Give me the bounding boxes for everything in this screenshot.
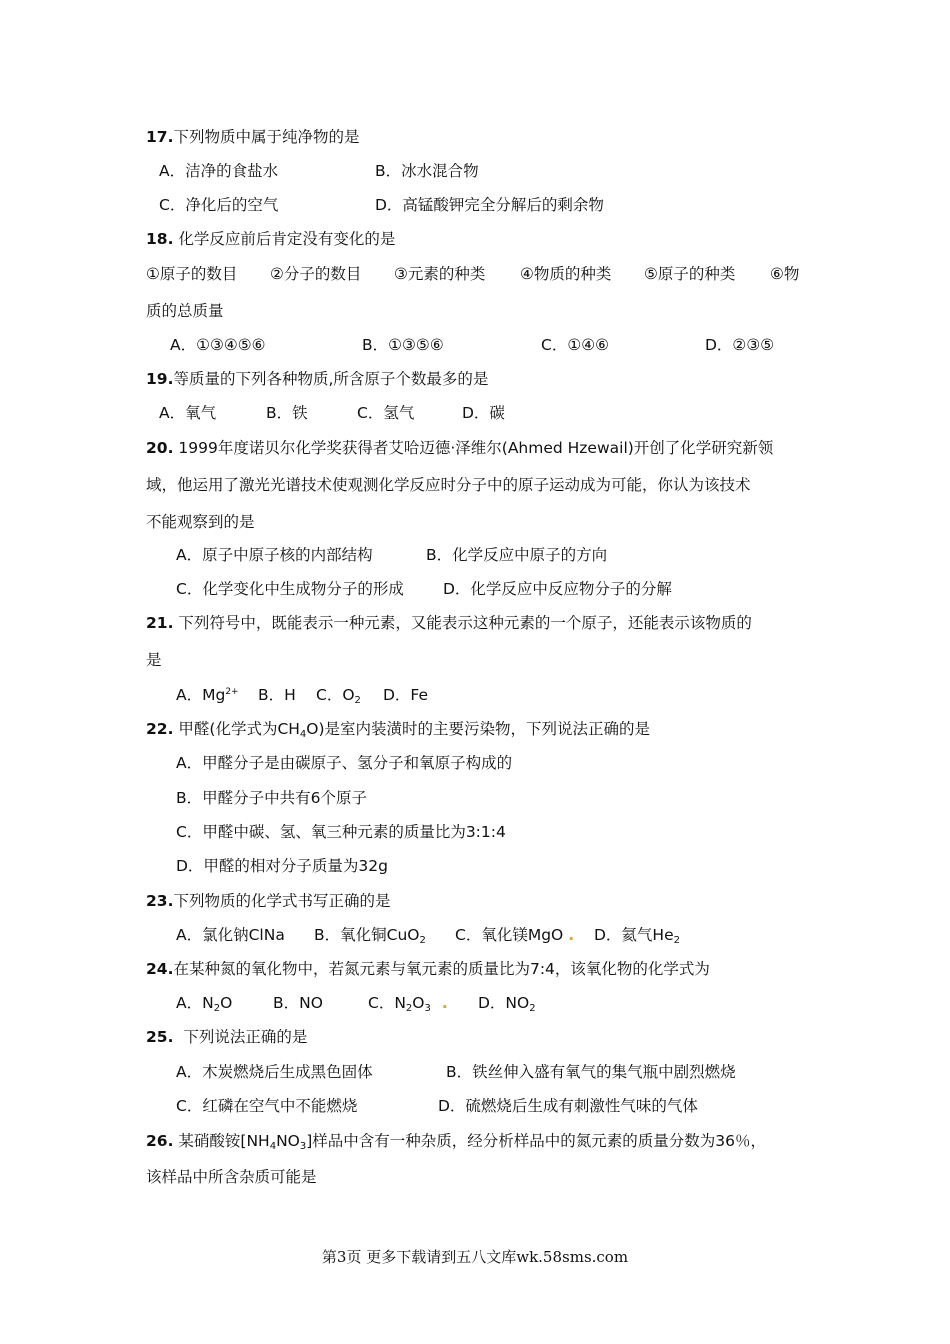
subscript: 2 bbox=[354, 695, 361, 706]
subscript: 2 bbox=[673, 935, 681, 946]
question-25-stem bbox=[146, 1027, 307, 1047]
q22-option-a: A．甲醛分子是由碳原子、氢分子和氧原子构成的 bbox=[176, 754, 513, 772]
question-text: 等质量的下列各种物质,所含原子个数最多的是 bbox=[173, 370, 489, 388]
question-text: 某硝酸铵[NH bbox=[173, 1132, 270, 1150]
subscript: 4 bbox=[269, 1141, 277, 1152]
subscript: 3 bbox=[299, 1141, 307, 1152]
q24-option-d bbox=[478, 993, 536, 1013]
q17-option-b: B．冰水混合物 bbox=[375, 162, 479, 180]
q18-option-a: A．①③④⑤⑥ bbox=[170, 336, 266, 354]
subscript: 2 bbox=[419, 935, 426, 946]
q19-option-b: B．铁 bbox=[266, 404, 308, 422]
q21-option-d: D．Fe bbox=[383, 686, 429, 704]
question-24-stem bbox=[146, 959, 710, 979]
question-number: 18. bbox=[146, 230, 174, 248]
question-19-stem bbox=[146, 369, 488, 389]
subscript: 2 bbox=[213, 1003, 221, 1014]
q18-option-d: D．②③⑤ bbox=[705, 336, 775, 354]
q21-option-c bbox=[316, 685, 361, 705]
subscript: 3 bbox=[424, 1003, 431, 1014]
q24-option-c bbox=[368, 993, 448, 1013]
option-text: A．Mg bbox=[176, 686, 226, 704]
option-text: D．氦气He bbox=[594, 926, 674, 944]
option-text: A．N bbox=[176, 994, 214, 1012]
subscript: 2 bbox=[529, 1003, 536, 1014]
question-number: 25. bbox=[146, 1028, 174, 1046]
q23-option-c bbox=[455, 925, 574, 945]
q18-item-1: ①原子的数目 bbox=[146, 265, 238, 283]
question-20-stem bbox=[146, 438, 773, 458]
q20-option-b: B．化学反应中原子的方向 bbox=[426, 546, 608, 564]
question-number: 21. bbox=[146, 614, 174, 632]
decorative-dot: . bbox=[441, 994, 448, 1012]
q18-items-continued: 质的总质量 bbox=[146, 302, 224, 320]
q25-option-d: D．硫燃烧后生成有刺激性气味的气体 bbox=[438, 1097, 698, 1115]
question-22-stem bbox=[146, 719, 650, 739]
q19-option-d: D．碳 bbox=[462, 404, 505, 422]
superscript: 2+ bbox=[225, 687, 239, 697]
q24-option-b: B．NO bbox=[273, 994, 323, 1012]
question-26-stem-line-2: 该样品中所含杂质可能是 bbox=[146, 1168, 317, 1186]
question-text: 下列物质的化学式书写正确的是 bbox=[173, 892, 391, 910]
question-text: 在某种氮的氧化物中，若氮元素与氧元素的质量比为7:4，该氧化物的化学式为 bbox=[173, 960, 710, 978]
question-text: ]样品中含有一种杂质，经分析样品中的氮元素的质量分数为36％， bbox=[306, 1132, 767, 1150]
question-number: 23. bbox=[146, 892, 174, 910]
q17-option-a: A．洁净的食盐水 bbox=[159, 162, 279, 180]
question-number: 26. bbox=[146, 1132, 174, 1150]
question-text: O)是室内装潢时的主要污染物，下列说法正确的是 bbox=[306, 720, 651, 738]
page-footer: 第3页 更多下载请到五八文库wk.58sms.com bbox=[321, 1248, 629, 1266]
question-number: 24. bbox=[146, 960, 174, 978]
subscript: 2 bbox=[405, 1003, 413, 1014]
question-20-stem-line-2: 域，他运用了激光光谱技术使观测化学反应时分子中的原子运动成为可能，你认为该技术 bbox=[146, 476, 751, 494]
question-text: 下列说法正确的是 bbox=[173, 1028, 308, 1046]
option-text: O bbox=[412, 994, 425, 1012]
question-26-stem bbox=[146, 1131, 766, 1151]
question-20-stem-line-3: 不能观察到的是 bbox=[146, 513, 255, 531]
q22-option-d: D．甲醛的相对分子质量为32g bbox=[176, 857, 388, 875]
question-17-stem bbox=[146, 127, 359, 147]
q23-option-a: A．氯化钠ClNa bbox=[176, 926, 285, 944]
q18-item-3: ③元素的种类 bbox=[394, 265, 486, 283]
q22-option-c: C．甲醛中碳、氢、氧三种元素的质量比为3:1:4 bbox=[176, 823, 506, 841]
q19-option-a: A．氧气 bbox=[159, 404, 217, 422]
q17-option-c: C．净化后的空气 bbox=[159, 196, 279, 214]
q18-option-b: B．①③⑤⑥ bbox=[362, 336, 444, 354]
question-number: 19. bbox=[146, 370, 174, 388]
question-text: 甲醛(化学式为CH bbox=[173, 720, 300, 738]
q21-option-b: B．H bbox=[258, 686, 296, 704]
question-number: 17. bbox=[146, 128, 174, 146]
option-text: C．O bbox=[316, 686, 355, 704]
question-number: 22. bbox=[146, 720, 174, 738]
q18-item-4: ④物质的种类 bbox=[520, 265, 612, 283]
question-number: 20. bbox=[146, 439, 174, 457]
q20-option-d: D．化学反应中反应物分子的分解 bbox=[443, 580, 672, 598]
q23-option-b bbox=[314, 925, 426, 945]
q25-option-b: B．铁丝伸入盛有氧气的集气瓶中剧烈燃烧 bbox=[446, 1063, 736, 1081]
q21-option-a bbox=[176, 685, 239, 705]
option-text: D．NO bbox=[478, 994, 530, 1012]
question-23-stem bbox=[146, 891, 390, 911]
q25-option-c: C．红磷在空气中不能燃烧 bbox=[176, 1097, 358, 1115]
question-21-stem bbox=[146, 613, 752, 633]
q18-item-2: ②分子的数目 bbox=[270, 265, 362, 283]
question-18-stem bbox=[146, 229, 395, 249]
q20-option-a: A．原子中原子核的内部结构 bbox=[176, 546, 373, 564]
option-text: O bbox=[220, 994, 233, 1012]
q18-option-c: C．①④⑥ bbox=[541, 336, 610, 354]
subscript: 4 bbox=[299, 729, 307, 740]
q24-option-a bbox=[176, 993, 232, 1013]
option-text: C．N bbox=[368, 994, 406, 1012]
q18-item-6: ⑥物 bbox=[770, 265, 800, 283]
q18-item-5: ⑤原子的种类 bbox=[644, 265, 736, 283]
question-21-stem-line-2: 是 bbox=[146, 651, 162, 669]
q25-option-a: A．木炭燃烧后生成黑色固体 bbox=[176, 1063, 373, 1081]
q17-option-d: D．高锰酸钾完全分解后的剩余物 bbox=[375, 196, 604, 214]
q19-option-c: C．氢气 bbox=[357, 404, 415, 422]
question-text: 下列物质中属于纯净物的是 bbox=[173, 128, 360, 146]
option-text: C．氧化镁MgO bbox=[455, 926, 564, 944]
question-text: 1999年度诺贝尔化学奖获得者艾哈迈德·泽维尔(Ahmed Hzewail)开创了化学研究新领 bbox=[173, 439, 774, 457]
question-text: NO bbox=[276, 1132, 300, 1150]
question-text: 化学反应前后肯定没有变化的是 bbox=[173, 230, 396, 248]
question-text: 下列符号中，既能表示一种元素，又能表示这种元素的一个原子，还能表示该物质的 bbox=[173, 614, 752, 632]
decorative-dot: . bbox=[568, 926, 575, 944]
q22-option-b: B．甲醛分子中共有6个原子 bbox=[176, 789, 367, 807]
q20-option-c: C．化学变化中生成物分子的形成 bbox=[176, 580, 404, 598]
option-text: B．氧化铜CuO bbox=[314, 926, 420, 944]
q23-option-d bbox=[594, 925, 680, 945]
